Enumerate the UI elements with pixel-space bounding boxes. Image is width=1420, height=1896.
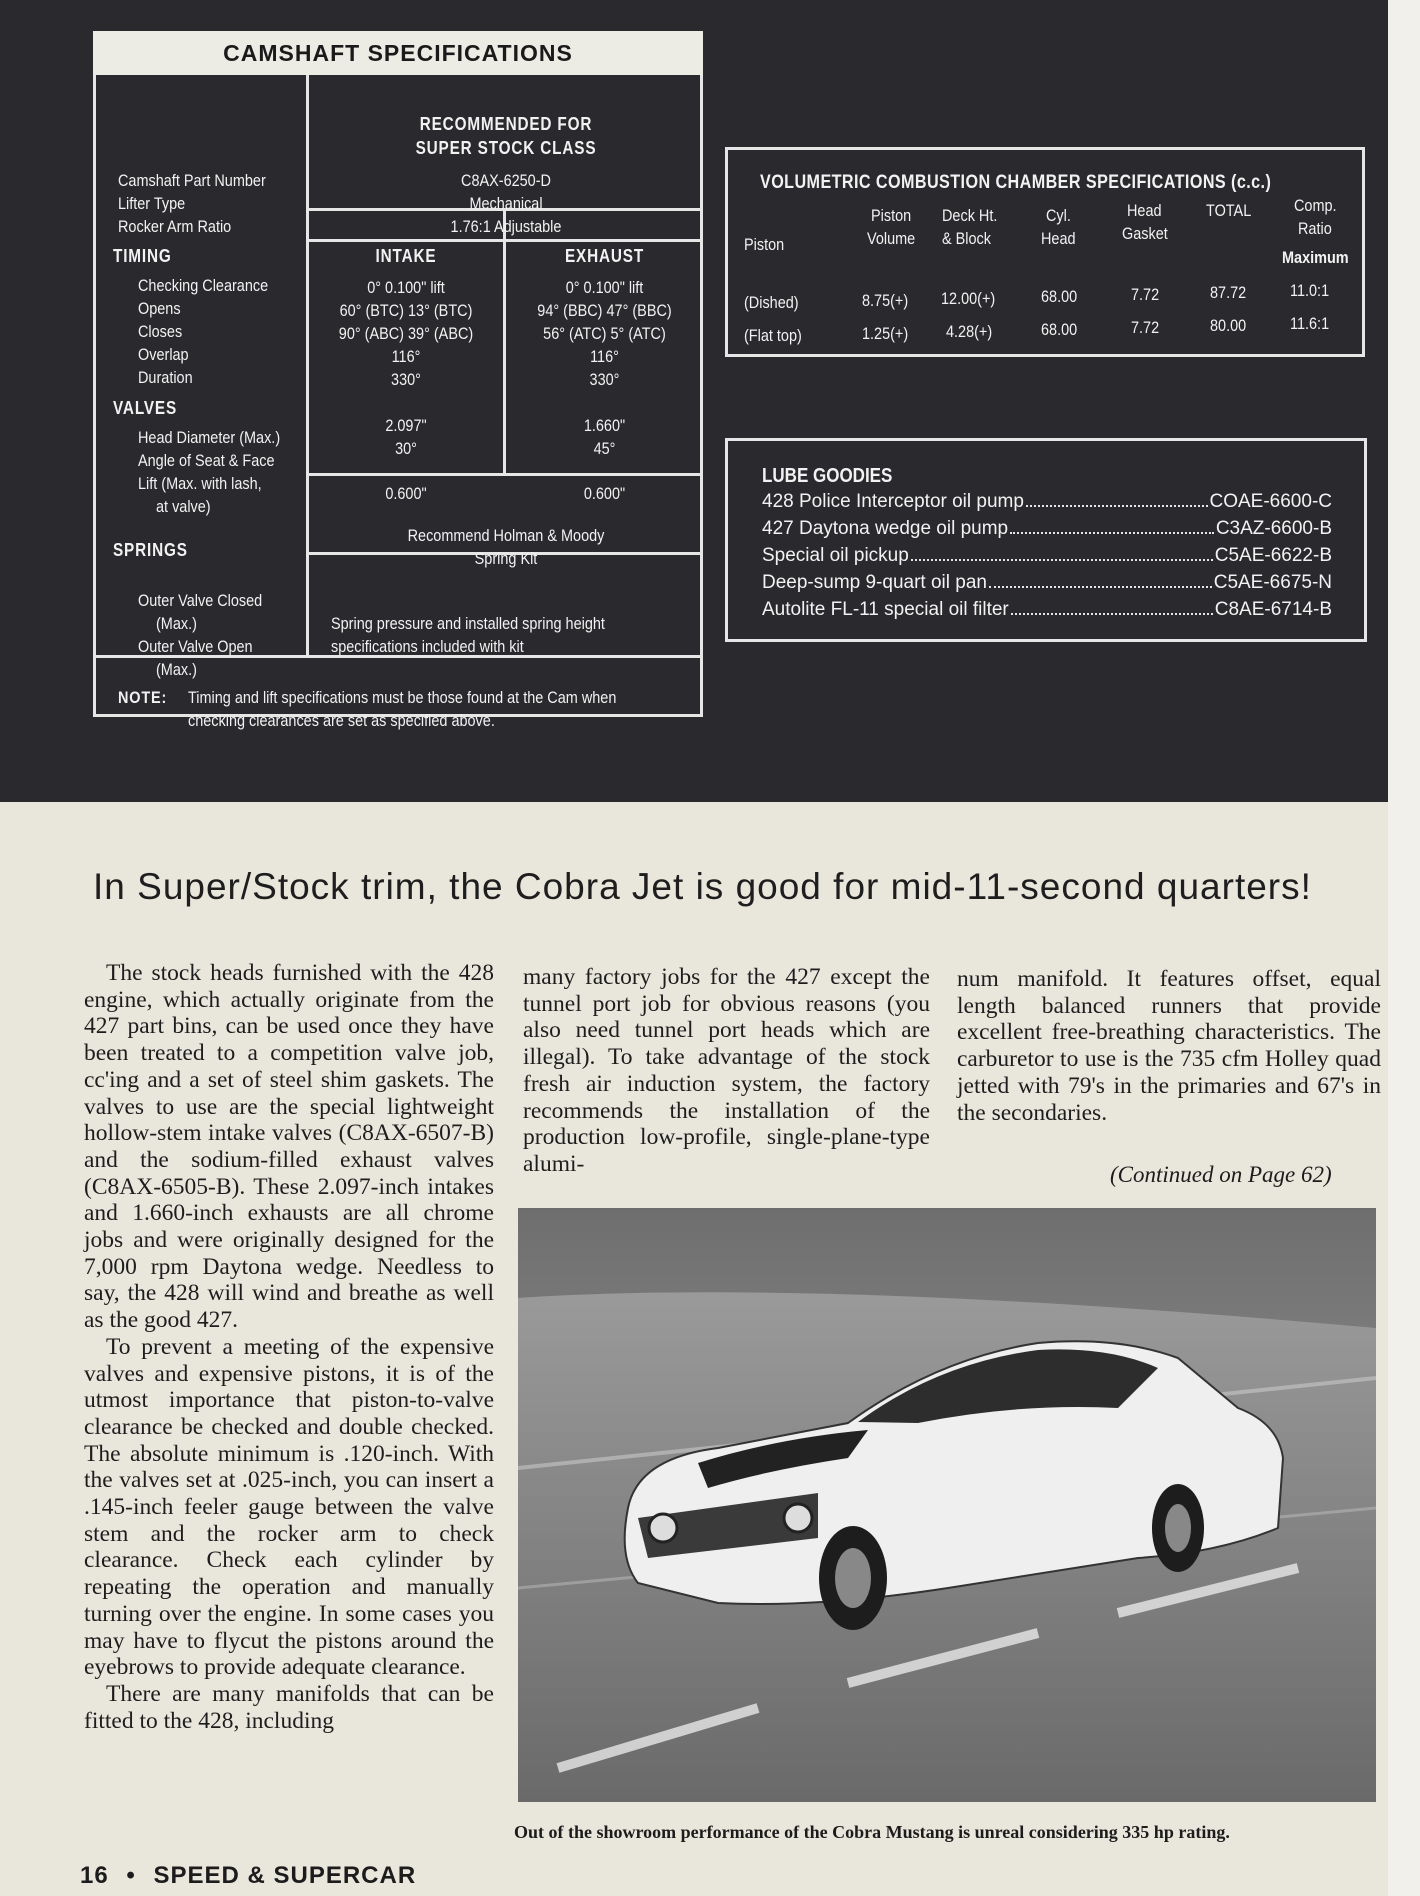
lube-item-part: C5AE-6622-B	[1214, 545, 1332, 566]
camshaft-table-title: CAMSHAFT SPECIFICATIONS	[93, 31, 703, 75]
row-flat-piston: (Flat top)	[744, 326, 802, 345]
label-part-number: Camshaft Part Number	[118, 171, 266, 190]
note-label: NOTE:	[118, 688, 168, 707]
hdr-piston-volume-2: Volume	[867, 229, 916, 248]
hdr-maximum: Maximum	[1282, 248, 1349, 267]
label-lift: Lift (Max. with lash,	[138, 474, 262, 493]
leader-dots	[989, 572, 1212, 588]
continued-note: (Continued on Page 62)	[1110, 1162, 1332, 1187]
lube-item-part: C8AE-6714-B	[1214, 599, 1332, 620]
row-flat-gasket: 7.72	[1131, 318, 1160, 337]
intake-closes: 90° (ABC) 39° (ABC)	[338, 324, 474, 343]
label-outer-closed-max: (Max.)	[156, 614, 197, 633]
exhaust-opens: 94° (BBC) 47° (BBC)	[537, 301, 672, 320]
leader-dots	[1010, 518, 1214, 534]
leader-dots	[1026, 491, 1208, 507]
grid-line	[306, 75, 309, 655]
paragraph: num manifold. It features offset, equal length balanced runners that provide excellent free-breathing characteristics. The carburetor to use is the 735 cfm Holley quad jetted with 79's in the primaries and 67's in the secondaries.	[957, 966, 1381, 1126]
paragraph: There are many manifolds that can be fitted to the 428, including	[84, 1680, 494, 1734]
lube-item-name: Deep-sump 9-quart oil pan	[762, 572, 987, 593]
leader-dots	[911, 545, 1213, 561]
magazine-name: SPEED & SUPERCAR	[153, 1862, 417, 1889]
exhaust-closes: 56° (ATC) 5° (ATC)	[543, 324, 666, 343]
hdr-gasket: Head	[1127, 201, 1162, 220]
row-flat-head: 68.00	[1041, 320, 1078, 339]
row-dished-head: 68.00	[1041, 287, 1078, 306]
intake-angle: 30°	[395, 439, 417, 458]
paragraph: To prevent a meeting of the expensive valves and expensive pistons, it is of the utmost importance that piston-to-valve clearance be checked and double checked. The absolute minimum is .120-inch. With the valves set at .025-inch, you can insert a .145-inch feeler gauge between the valve stem and the rocker arm to check clearance. Check each cylinder by repeating the operation and manually turning over the engine. In some cases you may have to flycut the pistons around the eyebrows to provide adequate clearance.	[84, 1333, 494, 1681]
row-dished-deck: 12.00(+)	[941, 289, 996, 308]
label-valves: VALVES	[113, 398, 178, 418]
hdr-deck: Deck Ht.	[942, 206, 998, 225]
body-column-1	[84, 960, 494, 1734]
hdr-gasket-2: Gasket	[1122, 224, 1168, 243]
hdr-piston-volume: Piston	[871, 206, 912, 225]
row-dished-ratio: 11.0:1	[1290, 281, 1330, 300]
label-lift-cont: at valve)	[156, 497, 211, 516]
exhaust-head-diameter: 1.660"	[583, 416, 626, 435]
label-closes: Closes	[138, 322, 183, 341]
label-opens: Opens	[138, 299, 181, 318]
springs-note: Spring pressure and installed spring height	[331, 614, 605, 633]
page-footer	[80, 1862, 416, 1890]
row-dished-gasket: 7.72	[1131, 285, 1160, 304]
paragraph: many factory jobs for the 427 except the tunnel port job for obvious reasons (you also need tunnel port heads which are illegal). To take advantage of the stock fresh air induction system, the factory recommends the installation of the production low-profile, single-plane-type alumi-	[523, 964, 930, 1177]
row-flat-total: 80.00	[1210, 316, 1247, 335]
recommended-header: RECOMMENDED FOR	[419, 114, 593, 134]
intake-duration: 330°	[391, 370, 421, 389]
lube-title: LUBE GOODIES	[762, 465, 893, 487]
lube-item	[762, 599, 1332, 625]
exhaust-header: EXHAUST	[564, 246, 645, 266]
label-rocker-ratio: Rocker Arm Ratio	[118, 217, 232, 236]
paragraph: The stock heads furnished with the 428 engine, which actually originate from the 427 part bins, can be used once they have been treated to a competition valve job, cc'ing and a set of steel shim gaskets. The valves to use are the special lightweight hollow-stem intake valves (C8AX-6507-B) and the sodium-filled exhaust valves (C8AX-6505-B). These 2.097-inch intakes and 1.660-inch exhausts are all chrome jobs and were originally designed for the 7,000 rpm Daytona wedge. Needless to say, the 428 will wind and breathe as well as the good 427.	[84, 960, 494, 1334]
lube-item-name: 427 Daytona wedge oil pump	[762, 518, 1009, 539]
lube-item	[762, 491, 1332, 517]
grid-line	[306, 473, 703, 476]
lube-goodies-box	[725, 438, 1367, 642]
springs-note-2: specifications included with kit	[331, 637, 524, 656]
article-headline: In Super/Stock trim, the Cobra Jet is good for mid-11-second quarters!	[93, 866, 1312, 907]
page-edge	[1388, 0, 1420, 1896]
lube-item-part: COAE-6600-C	[1209, 491, 1332, 512]
intake-head-diameter: 2.097"	[385, 416, 427, 435]
label-duration: Duration	[138, 368, 193, 387]
volumetric-spec-table	[725, 147, 1365, 357]
note-text-2: checking clearances are set as specified above.	[188, 711, 495, 730]
hdr-piston: Piston	[744, 235, 785, 254]
springs-recommendation: Recommend Holman & Moody	[407, 526, 605, 545]
lube-item-name: 428 Police Interceptor oil pump	[762, 491, 1024, 512]
label-overlap: Overlap	[138, 345, 189, 364]
lube-item	[762, 545, 1332, 571]
label-springs: SPRINGS	[113, 540, 188, 560]
value-rocker-ratio: 1.76:1 Adjustable	[450, 217, 562, 236]
intake-header: INTAKE	[375, 246, 437, 266]
intake-overlap: 116°	[391, 347, 421, 366]
row-dished-volume: 8.75(+)	[862, 291, 909, 310]
row-dished-piston: (Dished)	[744, 293, 799, 312]
springs-recommendation-2: Spring Kit	[474, 549, 538, 568]
leader-dots	[1011, 599, 1213, 615]
hdr-total: TOTAL	[1206, 201, 1252, 220]
volumetric-title: VOLUMETRIC COMBUSTION CHAMBER SPECIFICATIONS (c.c.)	[760, 172, 1272, 193]
exhaust-duration: 330°	[589, 370, 620, 389]
intake-checking: 0° 0.100" lift	[367, 278, 445, 297]
grid-line	[503, 208, 506, 473]
body-column-2	[523, 964, 930, 1178]
lube-item-name: Autolite FL-11 special oil filter	[762, 599, 1009, 620]
label-outer-open-max: (Max.)	[156, 660, 197, 679]
lube-item-part: C5AE-6675-N	[1213, 572, 1332, 593]
label-checking-clearance: Checking Clearance	[138, 276, 269, 295]
value-part-number: C8AX-6250-D	[461, 171, 551, 190]
body-column-3	[957, 966, 1381, 1126]
recommended-header-2: SUPER STOCK CLASS	[415, 138, 597, 158]
label-head-diameter: Head Diameter (Max.)	[138, 428, 281, 447]
lube-item	[762, 572, 1332, 598]
row-flat-ratio: 11.6:1	[1290, 314, 1330, 333]
exhaust-checking: 0° 0.100" lift	[565, 278, 644, 297]
mustang-photo	[518, 1208, 1376, 1802]
label-timing: TIMING	[113, 246, 172, 266]
hdr-comp: Comp.	[1294, 196, 1337, 215]
camshaft-table-body	[93, 75, 703, 730]
hdr-cyl-2: Head	[1041, 229, 1076, 248]
label-lifter-type: Lifter Type	[118, 194, 186, 213]
page-number: 16	[80, 1862, 109, 1889]
row-dished-total: 87.72	[1210, 283, 1247, 302]
hdr-comp-2: Ratio	[1298, 219, 1332, 238]
photo-caption: Out of the showroom performance of the Cobra Mustang is unreal considering 335 hp rating.	[514, 1822, 1230, 1842]
hdr-deck-2: & Block	[942, 229, 991, 248]
lube-item-name: Special oil pickup	[762, 545, 909, 566]
note-text: Timing and lift specifications must be those found at the Cam when	[188, 688, 617, 707]
label-angle: Angle of Seat & Face	[138, 451, 275, 470]
label-outer-open: Outer Valve Open	[138, 637, 253, 656]
lube-item	[762, 518, 1332, 544]
label-outer-closed: Outer Valve Closed	[138, 591, 263, 610]
exhaust-overlap: 116°	[590, 347, 619, 366]
value-lifter-type: Mechanical	[469, 194, 543, 213]
exhaust-angle: 45°	[593, 439, 616, 458]
intake-lift: 0.600"	[385, 484, 427, 503]
hdr-cyl: Cyl.	[1046, 206, 1071, 225]
row-flat-volume: 1.25(+)	[862, 324, 909, 343]
grid-line	[306, 239, 703, 242]
footer-bullet: •	[126, 1862, 136, 1889]
mustang-illustration	[518, 1208, 1376, 1802]
row-flat-deck: 4.28(+)	[946, 322, 993, 341]
camshaft-spec-table	[93, 31, 703, 730]
lube-item-part: C3AZ-6600-B	[1215, 518, 1332, 539]
intake-opens: 60° (BTC) 13° (BTC)	[339, 301, 473, 320]
exhaust-lift: 0.600"	[583, 484, 626, 503]
